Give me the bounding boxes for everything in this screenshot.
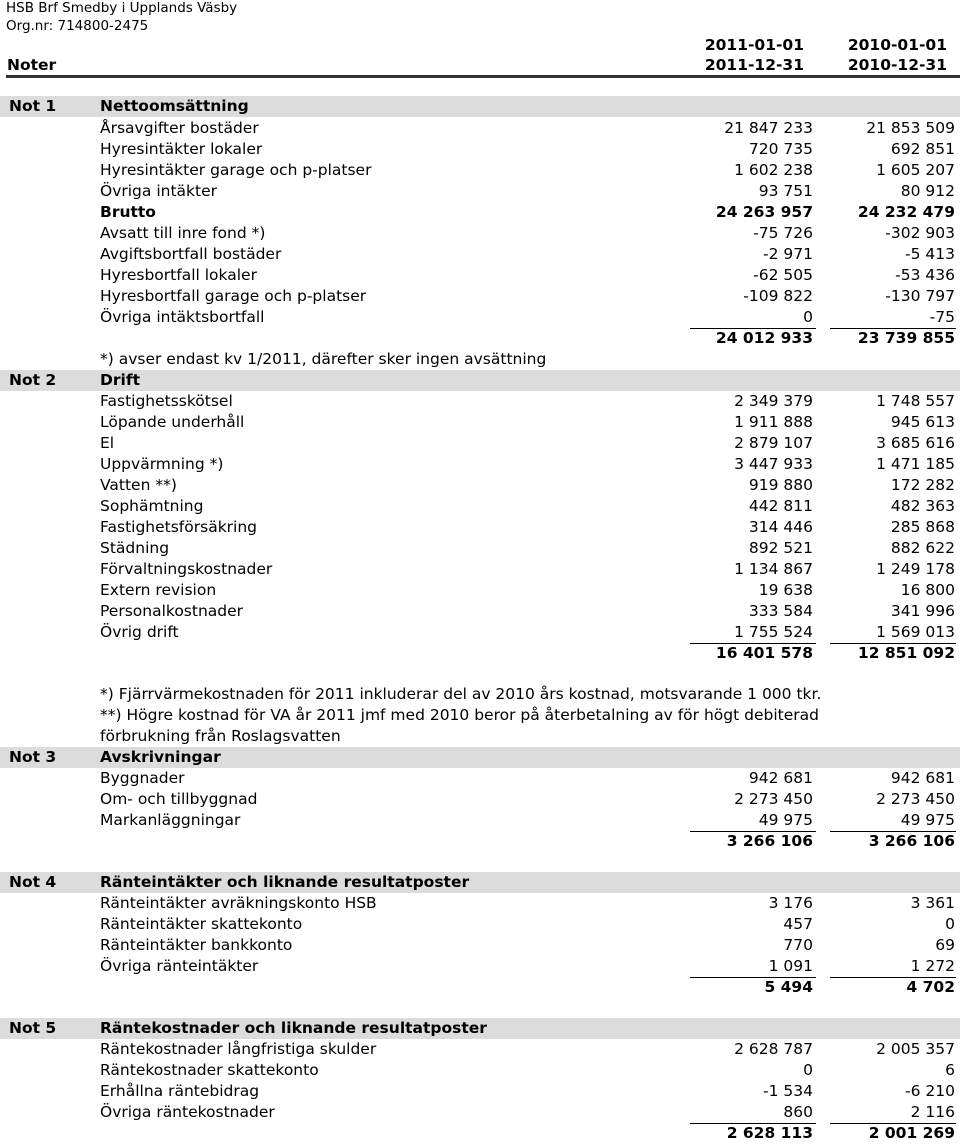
note-number: Not 1 (9, 97, 57, 115)
note-heading-row (0, 1018, 960, 1039)
value-2010: -6 210 (905, 1082, 955, 1100)
table-row (0, 328, 960, 349)
value-2011: 770 (783, 936, 813, 954)
row-label: Sophämtning (100, 497, 204, 515)
value-2011: 442 811 (748, 497, 813, 515)
value-2010: -302 903 (885, 224, 955, 242)
table-row (0, 1060, 960, 1081)
table-row (0, 433, 960, 454)
note-heading-row (0, 872, 960, 893)
value-2011: 2 349 379 (734, 392, 813, 410)
table-row (0, 1081, 960, 1102)
row-label: Förvaltningskostnader (100, 560, 273, 578)
row-label: Hyresbortfall garage och p-platser (100, 287, 367, 305)
table-row (0, 705, 960, 726)
value-2010: 49 975 (900, 811, 955, 829)
table-row (0, 601, 960, 622)
table-row (0, 684, 960, 705)
header-rule (6, 75, 960, 78)
col1-to: 2011-12-31 (704, 56, 804, 74)
value-2011: 2 273 450 (734, 790, 813, 808)
value-2011: 860 (783, 1103, 813, 1121)
table-row (0, 286, 960, 307)
table-row (0, 412, 960, 433)
value-2011: 457 (783, 915, 813, 933)
table-row (0, 893, 960, 914)
table-row (0, 475, 960, 496)
table-row (0, 831, 960, 852)
row-label: **) Högre kostnad för VA år 2011 jmf med 2010 beror på återbetalning av för högt debiterad (100, 706, 819, 724)
value-2011: 49 975 (758, 811, 813, 829)
table-row (0, 810, 960, 831)
table-row (0, 118, 960, 139)
value-2010: 2 001 269 (868, 1124, 955, 1142)
org-number: Org.nr: 714800-2475 (6, 18, 149, 34)
value-2011: 314 446 (748, 518, 813, 536)
value-2010: 1 605 207 (876, 161, 955, 179)
table-row (0, 768, 960, 789)
note-number: Not 3 (9, 748, 57, 766)
value-2010: 1 569 013 (876, 623, 955, 641)
value-2010: 341 996 (890, 602, 955, 620)
row-label: *) avser endast kv 1/2011, därefter sker ingen avsättning (100, 350, 547, 368)
row-label: Fastighetsskötsel (100, 392, 233, 410)
col2-to: 2010-12-31 (847, 56, 947, 74)
section-title: Noter (7, 56, 57, 74)
col1-from: 2011-01-01 (704, 36, 804, 54)
row-label: Avgiftsbortfall bostäder (100, 245, 282, 263)
table-row (0, 391, 960, 412)
value-2010: 24 232 479 (857, 203, 955, 221)
row-label: Vatten **) (100, 476, 177, 494)
note-heading-row (0, 370, 960, 391)
value-2010: 3 361 (910, 894, 955, 912)
value-2011: 21 847 233 (724, 119, 813, 137)
row-label: Fastighetsförsäkring (100, 518, 258, 536)
row-label: Övriga intäktsbortfall (100, 308, 265, 326)
row-label: Nettoomsättning (100, 97, 249, 115)
value-2010: 2 273 450 (876, 790, 955, 808)
value-2011: 1 134 867 (734, 560, 813, 578)
value-2011: 5 494 (764, 978, 813, 996)
table-row (0, 1123, 960, 1144)
table-row (0, 223, 960, 244)
table-row (0, 160, 960, 181)
value-2011: -1 534 (763, 1082, 813, 1100)
row-label: förbrukning från Roslagsvatten (100, 727, 341, 745)
value-2011: -62 505 (753, 266, 813, 284)
row-label: Hyresbortfall lokaler (100, 266, 257, 284)
value-2011: -75 726 (753, 224, 813, 242)
row-label: *) Fjärrvärmekostnaden för 2011 inkluderar del av 2010 års kostnad, motsvarande 1 000 tkr. (100, 685, 822, 703)
table-row (0, 538, 960, 559)
table-row (0, 726, 960, 747)
row-label: Ränteintäkter skattekonto (100, 915, 303, 933)
table-row (0, 1102, 960, 1123)
value-2010: 3 266 106 (868, 832, 955, 850)
table-row (0, 956, 960, 977)
table-row (0, 1039, 960, 1060)
value-2011: 24 012 933 (715, 329, 813, 347)
row-label: Övriga räntekostnader (100, 1103, 275, 1121)
value-2011: 24 263 957 (715, 203, 813, 221)
table-row (0, 181, 960, 202)
value-2010: 16 800 (900, 581, 955, 599)
value-2011: 93 751 (758, 182, 813, 200)
row-label: Årsavgifter bostäder (100, 119, 259, 137)
value-2010: -5 413 (905, 245, 955, 263)
value-2010: 882 622 (890, 539, 955, 557)
row-label: Övrig drift (100, 623, 179, 641)
value-2010: -75 (929, 308, 955, 326)
value-2010: 3 685 616 (876, 434, 955, 452)
row-label: Städning (100, 539, 170, 557)
row-label: Erhållna räntebidrag (100, 1082, 260, 1100)
value-2011: -109 822 (743, 287, 813, 305)
table-row (0, 139, 960, 160)
value-2010: 2 005 357 (876, 1040, 955, 1058)
note-number: Not 4 (9, 873, 57, 891)
value-2010: 1 249 178 (876, 560, 955, 578)
table-row (0, 307, 960, 328)
row-label: Markanläggningar (100, 811, 241, 829)
value-2010: 1 471 185 (876, 455, 955, 473)
table-row (0, 517, 960, 538)
value-2010: -130 797 (885, 287, 955, 305)
table-row (0, 622, 960, 643)
value-2010: 942 681 (890, 769, 955, 787)
row-label: Räntekostnader långfristiga skulder (100, 1040, 377, 1058)
value-2011: 0 (803, 308, 813, 326)
value-2011: 892 521 (748, 539, 813, 557)
note-heading-row (0, 96, 960, 117)
table-row (0, 496, 960, 517)
table-row (0, 349, 960, 370)
table-row (0, 202, 960, 223)
row-label: Avskrivningar (100, 748, 221, 766)
row-label: Extern revision (100, 581, 217, 599)
note-number: Not 5 (9, 1019, 57, 1037)
row-label: Uppvärmning *) (100, 455, 224, 473)
value-2010: 2 116 (910, 1103, 955, 1121)
value-2011: 919 880 (748, 476, 813, 494)
value-2010: 12 851 092 (857, 644, 955, 662)
row-label: Räntekostnader skattekonto (100, 1061, 319, 1079)
value-2010: 692 851 (890, 140, 955, 158)
table-row (0, 977, 960, 998)
note-heading-row (0, 747, 960, 768)
table-row (0, 935, 960, 956)
row-label: Övriga intäkter (100, 182, 217, 200)
table-row (0, 914, 960, 935)
value-2011: 2 879 107 (734, 434, 813, 452)
value-2011: 1 091 (768, 957, 813, 975)
value-2011: 3 266 106 (726, 832, 813, 850)
value-2010: 69 (935, 936, 955, 954)
value-2010: -53 436 (895, 266, 955, 284)
value-2011: 3 176 (768, 894, 813, 912)
value-2011: 3 447 933 (734, 455, 813, 473)
value-2011: 333 584 (748, 602, 813, 620)
value-2011: 720 735 (748, 140, 813, 158)
row-label: Övriga ränteintäkter (100, 957, 259, 975)
value-2011: 16 401 578 (715, 644, 813, 662)
row-label: Avsatt till inre fond *) (100, 224, 266, 242)
row-label: Löpande underhåll (100, 413, 245, 431)
row-label: Räntekostnader och liknande resultatposter (100, 1019, 487, 1037)
value-2011: 0 (803, 1061, 813, 1079)
row-label: Om- och tillbyggnad (100, 790, 258, 808)
value-2010: 945 613 (890, 413, 955, 431)
value-2011: 2 628 787 (734, 1040, 813, 1058)
row-label: Brutto (100, 203, 156, 221)
value-2010: 482 363 (890, 497, 955, 515)
row-label: Ränteintäkter avräkningskonto HSB (100, 894, 377, 912)
table-row (0, 559, 960, 580)
value-2010: 1 272 (910, 957, 955, 975)
row-label: Hyresintäkter garage och p-platser (100, 161, 372, 179)
table-row (0, 265, 960, 286)
value-2011: 1 602 238 (734, 161, 813, 179)
table-row (0, 580, 960, 601)
table-row (0, 643, 960, 664)
col2-from: 2010-01-01 (847, 36, 947, 54)
table-row (0, 789, 960, 810)
note-number: Not 2 (9, 371, 57, 389)
row-label: Drift (100, 371, 140, 389)
table-row (0, 244, 960, 265)
value-2011: 1 755 524 (734, 623, 813, 641)
value-2010: 80 912 (900, 182, 955, 200)
value-2010: 0 (945, 915, 955, 933)
value-2010: 6 (945, 1061, 955, 1079)
org-name: HSB Brf Smedby i Upplands Väsby (6, 0, 238, 16)
value-2010: 23 739 855 (857, 329, 955, 347)
table-row (0, 454, 960, 475)
value-2011: 1 911 888 (734, 413, 813, 431)
row-label: Hyresintäkter lokaler (100, 140, 263, 158)
value-2010: 1 748 557 (876, 392, 955, 410)
row-label: Byggnader (100, 769, 185, 787)
value-2011: 942 681 (748, 769, 813, 787)
value-2011: 2 628 113 (726, 1124, 813, 1142)
row-label: Ränteintäkter och liknande resultatposter (100, 873, 470, 891)
value-2010: 285 868 (890, 518, 955, 536)
value-2010: 21 853 509 (866, 119, 955, 137)
value-2011: 19 638 (758, 581, 813, 599)
value-2010: 172 282 (890, 476, 955, 494)
row-label: Personalkostnader (100, 602, 244, 620)
value-2010: 4 702 (906, 978, 955, 996)
row-label: Ränteintäkter bankkonto (100, 936, 293, 954)
value-2011: -2 971 (763, 245, 813, 263)
row-label: El (100, 434, 115, 452)
